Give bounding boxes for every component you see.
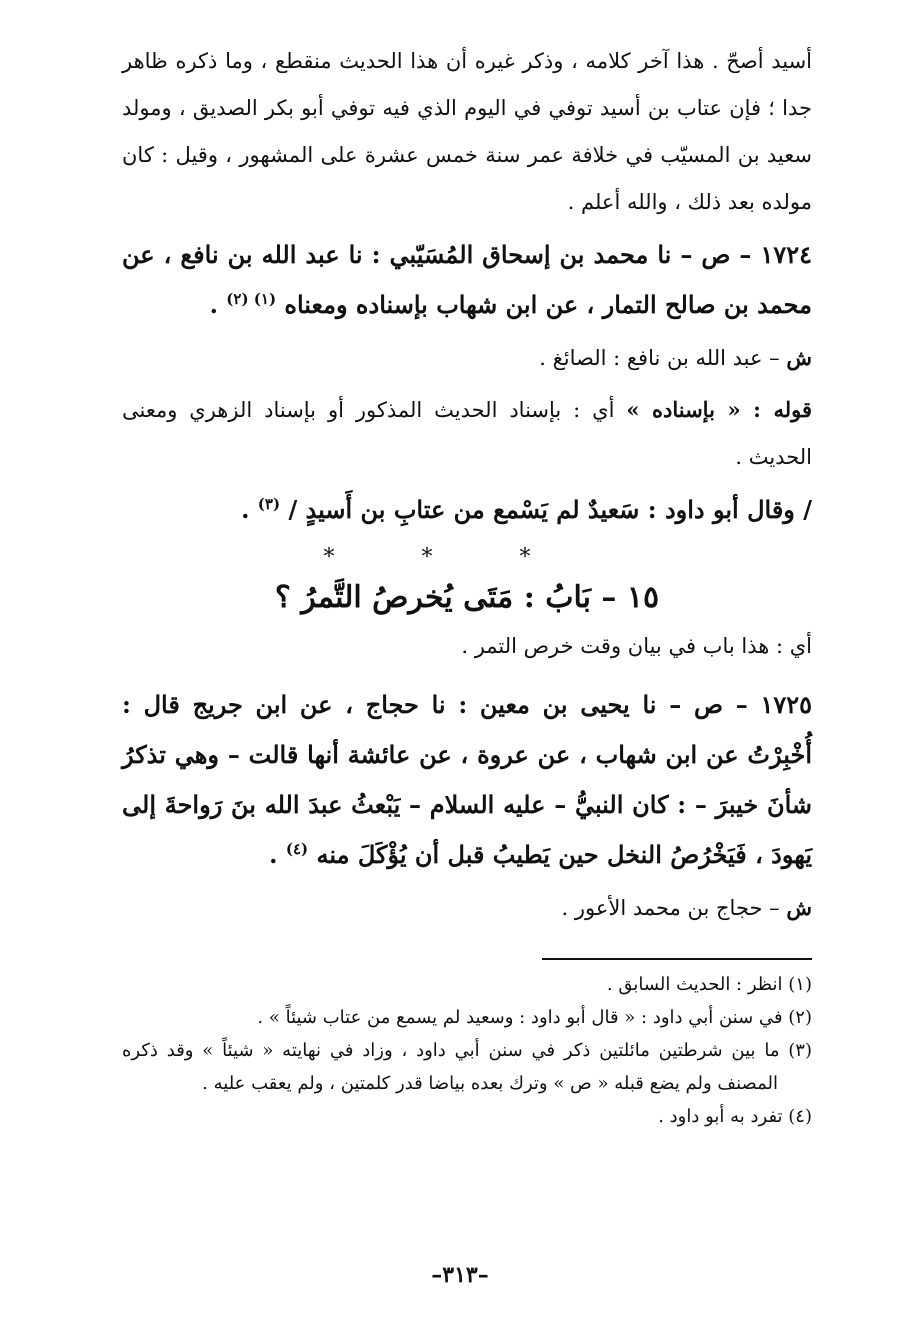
sharh-label: ش bbox=[786, 895, 812, 920]
hadith-1725 bbox=[122, 680, 812, 880]
page-number: –٣١٣– bbox=[431, 1262, 489, 1288]
chapter-gloss: أي : هذا باب في بيان وقت خرص التمر . bbox=[461, 634, 812, 658]
page-body bbox=[122, 38, 812, 1133]
footnote-3: (٣) ما بين شرطتين مائلتين ذكر في سنن أبي داود ، وزاد في نهايته « شيئاً » وقد ذكره المصنف ولم يضع قبله « ص » وترك بعده بياضا قدر كلمتين ، ولم يعقب عليه . bbox=[122, 1040, 812, 1094]
footnote-ref-3: (٣) bbox=[257, 495, 281, 513]
hadith-1725-text: ١٧٢٥ – ص – نا يحيى بن معين : نا حجاج ، عن ابن جريج قال : أُخْبِرْتُ عن ابن شهاب ، عن عروة ، عن عائشة أنها قالت – وهي تذكرُ شأنَ خيبرَ – : كان النبيُّ – عليه السلام – يَبْعثُ عبدَ الله بنَ رَواحةَ إلى يَهودَ ، فَيَخْرُصُ النخل حين يَطيبُ قبل أن يُؤْكَلَ منه bbox=[122, 690, 812, 869]
sharh-label: ش bbox=[786, 345, 812, 370]
chapter-title: ١٥ – بَابُ : مَتَى يُخرصُ التَّمرُ ؟ bbox=[274, 580, 660, 615]
sharh-1725-text: – حجاج بن محمد الأعور . bbox=[561, 896, 787, 920]
footnote-4: (٤) تفرد به أبو داود . bbox=[658, 1106, 812, 1127]
abu-dawud-end: . bbox=[241, 495, 258, 524]
section-separator-stars: * * * bbox=[323, 545, 571, 570]
qawluhu-label: قوله : « بإسناده » bbox=[626, 397, 812, 422]
hadith-1724-text: ١٧٢٤ – ص – نا محمد بن إسحاق المُسَيّبي : نا عبد الله بن نافع ، عن محمد بن صالح التمار ، عن ابن شهاب بإسناده ومعناه bbox=[122, 240, 812, 319]
sharh-1725 bbox=[122, 884, 812, 932]
sharh-1724-text: – عبد الله بن نافع : الصائغ . bbox=[539, 346, 787, 370]
footnote-separator bbox=[542, 958, 812, 960]
hadith-1725-end: . bbox=[269, 840, 286, 869]
abu-dawud-note bbox=[122, 485, 812, 535]
footnote-ref-1-2: (١) (٢) bbox=[226, 290, 277, 308]
footnote-1: (١) انظر : الحديث السابق . bbox=[606, 974, 812, 995]
qawluhu-text: أي : بإسناد الحديث المذكور أو بإسناد الزهري ومعنى الحديث . bbox=[122, 398, 812, 469]
abu-dawud-text: / وقال أبو داود : سَعيدٌ لم يَسْمع من عتابِ بن أَسيدٍ / bbox=[288, 495, 812, 524]
footnote-ref-4: (٤) bbox=[285, 840, 309, 858]
hadith-1724-end: . bbox=[209, 290, 227, 319]
sharh-1724 bbox=[122, 334, 812, 382]
footnote-2: (٢) في سنن أبي داود : « قال أبو داود : وسعيد لم يسمع من عتاب شيئاً » . bbox=[257, 1007, 812, 1028]
hadith-1724 bbox=[122, 230, 812, 330]
qawluhu-paragraph bbox=[122, 386, 812, 481]
footnotes bbox=[122, 968, 812, 1133]
commentary-paragraph: أسيد أصحّ . هذا آخر كلامه ، وذكر غيره أن هذا الحديث منقطع ، وما ذكره ظاهر جدا ؛ فإن عتاب بن أسيد توفي في اليوم الذي فيه توفي أبو بكر الصديق ، ومولد سعيد بن المسيّب في خلافة عمر سنة خمس عشرة على المشهور ، وقيل : كان مولده بعد ذلك ، والله أعلم . bbox=[122, 49, 812, 214]
